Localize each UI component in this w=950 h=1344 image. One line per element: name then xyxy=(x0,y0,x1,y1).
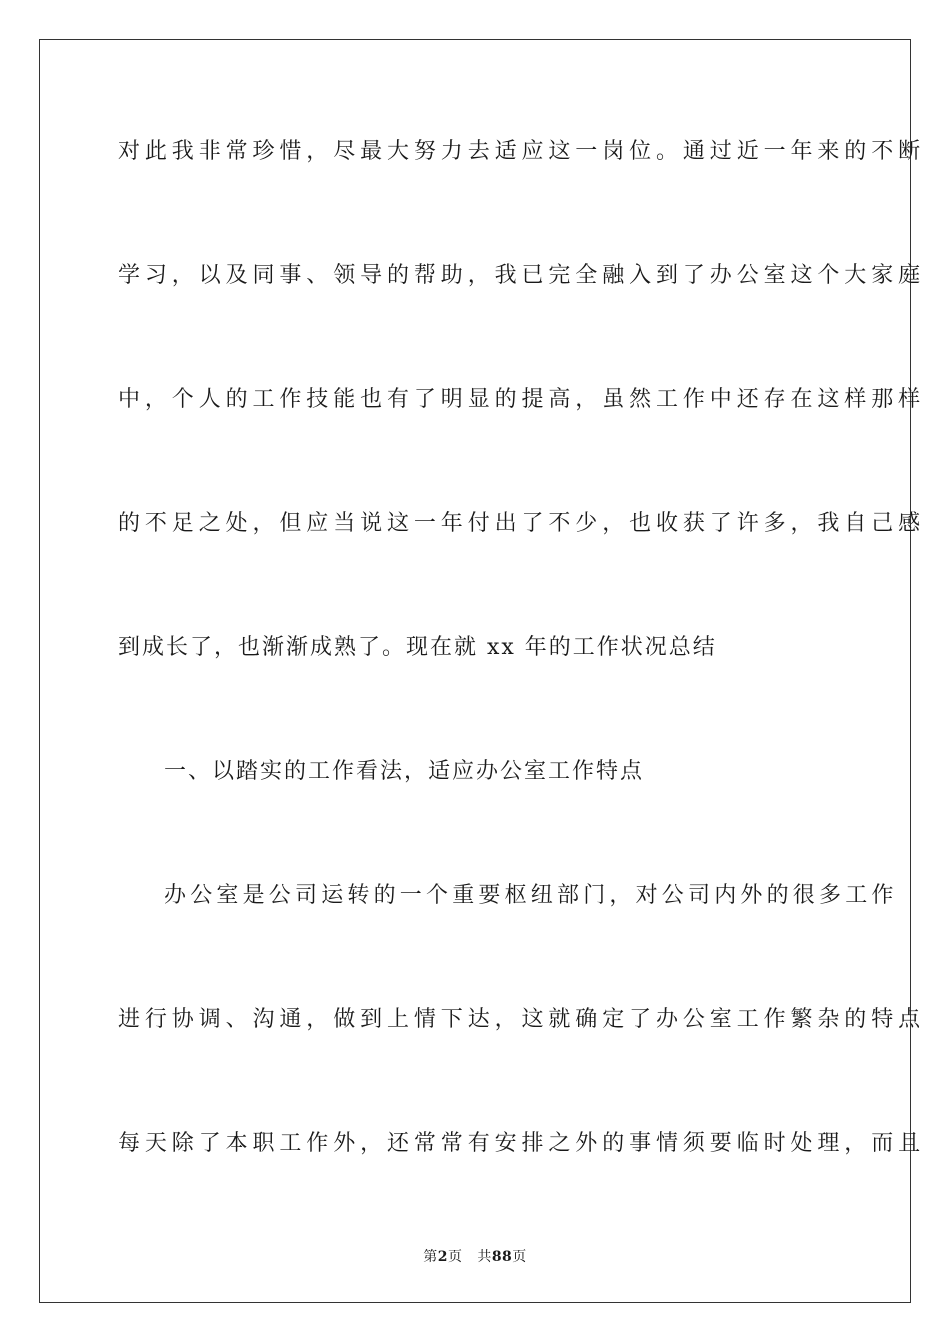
body-line-5: 到成长了，也渐渐成熟了。现在就 xx 年的工作状况总结 xyxy=(118,635,717,660)
body-line-3: 中，个人的工作技能也有了明显的提高，虽然工作中还存在这样那样 xyxy=(118,387,926,412)
total-pages: 88 xyxy=(491,1249,513,1265)
total-suffix: 页 xyxy=(512,1249,527,1265)
body-line-4: 的不足之处，但应当说这一年付出了不少，也收获了许多，我自己感 xyxy=(118,511,926,536)
page-border xyxy=(39,39,926,1303)
section-heading-1: 一、以踏实的工作看法，适应办公室工作特点 xyxy=(164,759,645,784)
body-line-9: 每天除了本职工作外，还常常有安排之外的事情须要临时处理，而且 xyxy=(118,1131,926,1156)
body-line-1: 对此我非常珍惜，尽最大努力去适应这一岗位。通过近一年来的不断 xyxy=(118,139,926,164)
page-number: 2 xyxy=(437,1249,448,1265)
page-footer xyxy=(0,1248,950,1266)
body-line-8: 进行协调、沟通，做到上情下达，这就确定了办公室工作繁杂的特点 xyxy=(118,1007,926,1032)
total-prefix: 共 xyxy=(477,1249,492,1265)
body-line-7: 办公室是公司运转的一个重要枢纽部门，对公司内外的很多工作 xyxy=(164,883,898,908)
body-line-2: 学习，以及同事、领导的帮助，我已完全融入到了办公室这个大家庭 xyxy=(118,263,926,288)
page-suffix: 页 xyxy=(447,1249,463,1265)
page-prefix: 第 xyxy=(423,1249,438,1265)
